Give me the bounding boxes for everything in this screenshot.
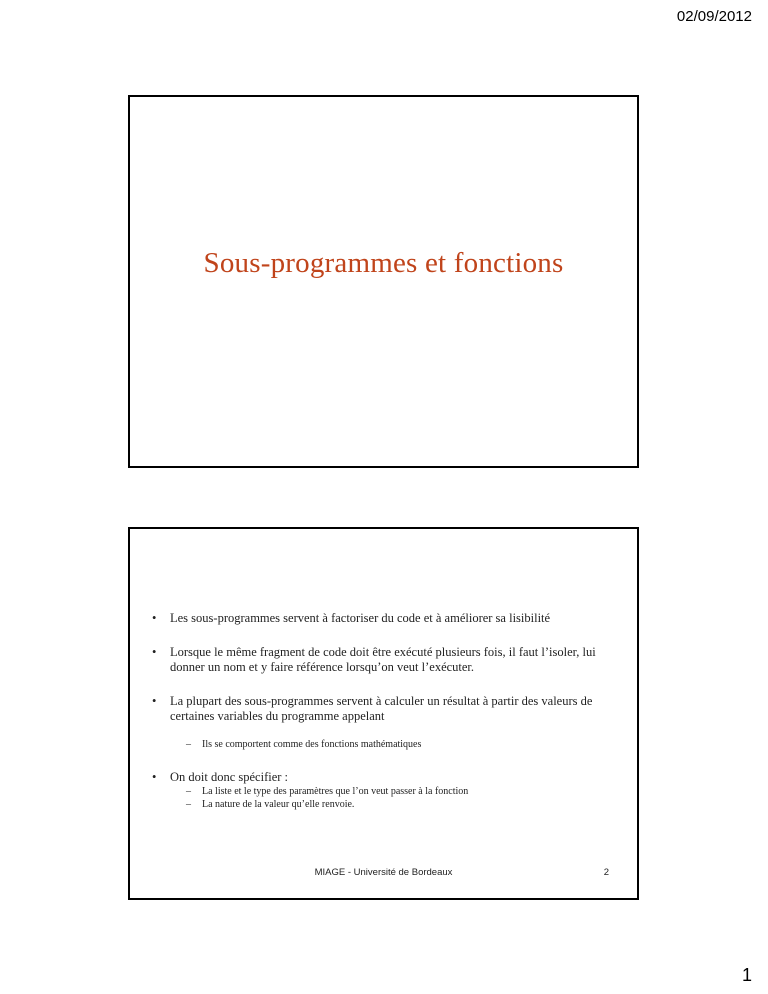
dash-marker: – bbox=[186, 799, 191, 810]
page-number: 1 bbox=[741, 965, 752, 985]
sub-bullet-list bbox=[170, 785, 607, 811]
slide-1 bbox=[128, 95, 639, 468]
bullet-dot: • bbox=[152, 694, 157, 708]
sub-bullet-item bbox=[186, 798, 607, 811]
bullet-item bbox=[152, 611, 607, 626]
sub-bullet-item bbox=[186, 785, 607, 798]
sub-bullet-text: Ils se comportent comme des fonctions mathématiques bbox=[202, 739, 422, 750]
dash-marker: – bbox=[186, 786, 191, 797]
bullet-item bbox=[152, 645, 607, 675]
bullet-text: Lorsque le même fragment de code doit être exécuté plusieurs fois, il faut l’isoler, lui donner un nom et y faire référence lorsqu’on veut l’exécuter. bbox=[170, 645, 596, 674]
bullet-item bbox=[152, 694, 607, 751]
bullet-text: Les sous-programmes servent à factoriser du code et à améliorer sa lisibilité bbox=[170, 611, 551, 625]
bullet-list bbox=[152, 611, 607, 811]
slide-footer: MIAGE - Université de Bordeaux bbox=[314, 867, 453, 878]
sub-bullet-list bbox=[170, 738, 607, 751]
sub-bullet-text: La nature de la valeur qu’elle renvoie. bbox=[202, 799, 355, 810]
dash-marker: – bbox=[186, 739, 191, 750]
bullet-dot: • bbox=[152, 645, 157, 659]
bullet-text: On doit donc spécifier : bbox=[170, 770, 289, 784]
sub-bullet-item bbox=[186, 738, 607, 751]
bullet-dot: • bbox=[152, 611, 157, 625]
slide-2 bbox=[128, 527, 639, 900]
sub-bullet-text: La liste et le type des paramètres que l’on veut passer à la fonction bbox=[202, 786, 469, 797]
bullet-dot: • bbox=[152, 770, 157, 784]
bullet-text: La plupart des sous-programmes servent à calculer un résultat à partir des valeurs de certaines variables du programme appelant bbox=[170, 694, 593, 723]
print-date: 02/09/2012 bbox=[676, 8, 752, 25]
slide-number: 2 bbox=[603, 867, 609, 878]
bullet-item bbox=[152, 770, 607, 811]
slide-title: Sous-programmes et fonctions bbox=[203, 247, 564, 279]
